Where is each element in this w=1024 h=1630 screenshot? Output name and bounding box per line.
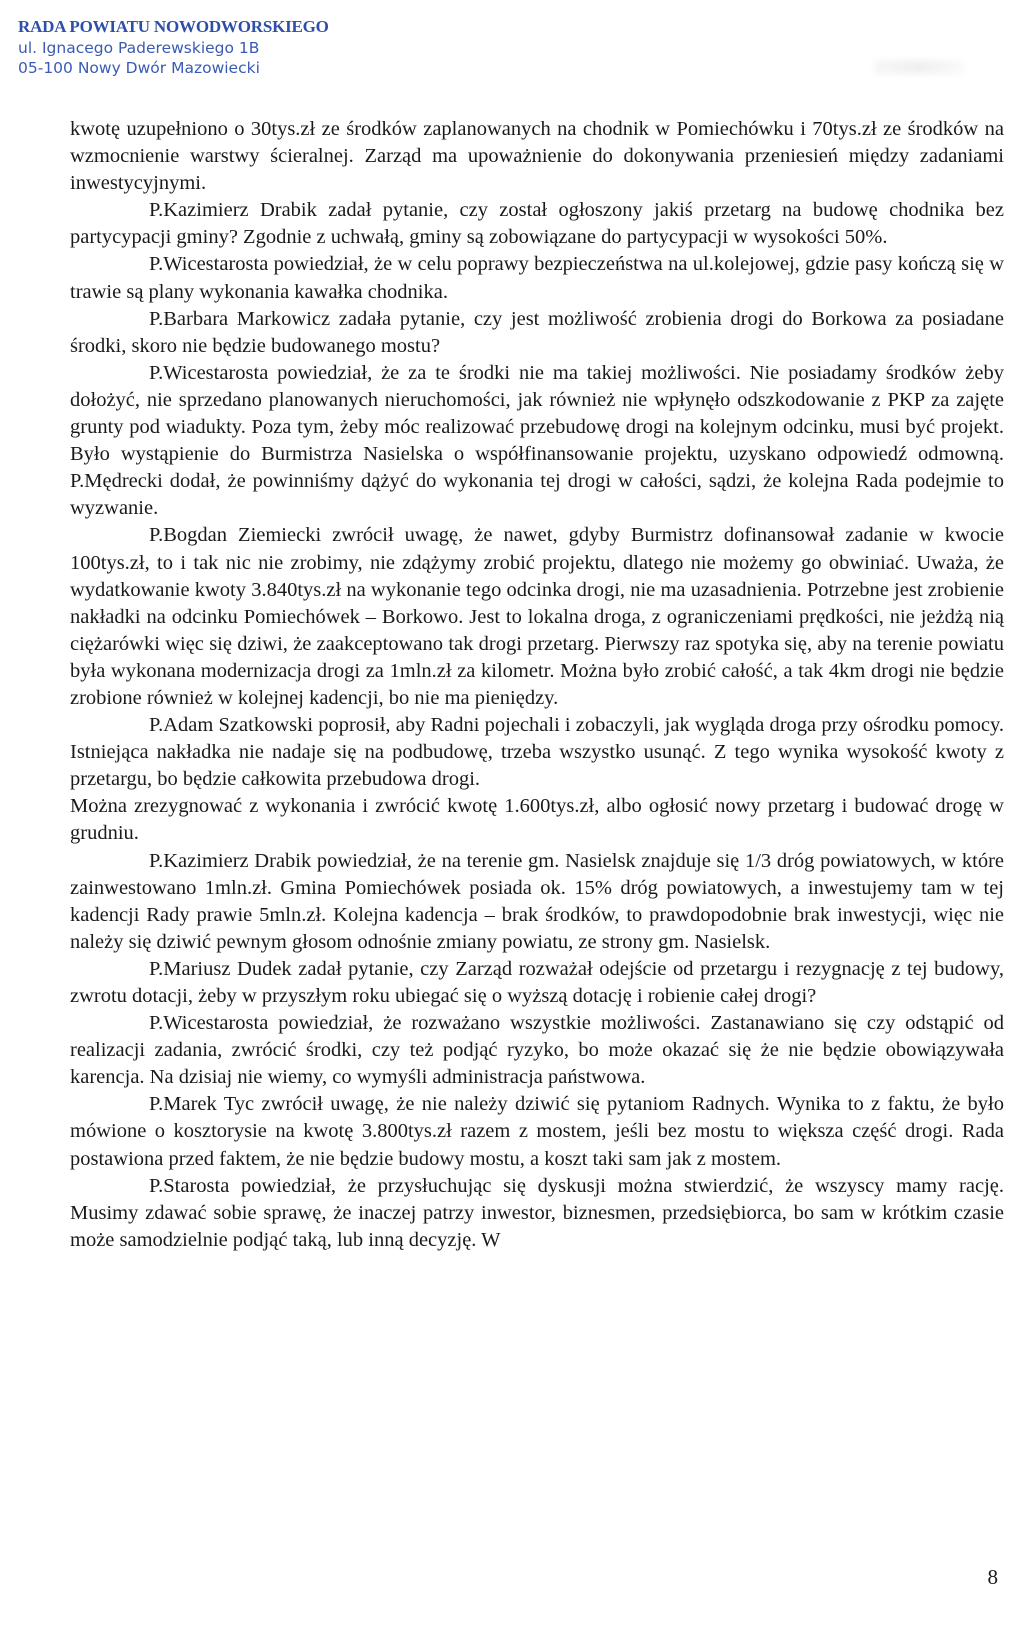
paragraph: P.Kazimierz Drabik powiedział, że na terenie gm. Nasielsk znajduje się 1/3 dróg powiatowych, w które zainwestowano 1mln.zł. Gmina Pomiechówek posiada ok. 15% dróg powiatowych, a inwestujemy tam w tej kadencji Rady prawie 5mln.zł. Kolejna kadencja – brak środków, to prawdopodobnie brak inwestycji, więc nie należy się dziwić pewnym głosom odnośnie zmiany powiatu, ze strony gm. Nasielsk. (70, 849, 1004, 953)
document-body (70, 116, 1004, 1254)
paragraph: P.Marek Tyc zwrócił uwagę, że nie należy dziwić się pytaniom Radnych. Wynika to z faktu, że było mówione o kosztorysie na kwotę 3.800tys.zł razem z mostem, jeśli bez mostu to większa część drogi. Rada postawiona przed faktem, że nie będzie budowy mostu, a koszt taki sam jak z mostem. (70, 1093, 1004, 1170)
paragraph: kwotę uzupełniono o 30tys.zł ze środków zaplanowanych na chodnik w Pomiechówku i 70tys.zł ze środków na wzmocnienie warstwy ścieralnej. Zarząd ma upoważnienie do dokonywania przeniesień między zadaniami inwestycyjnymi. (70, 118, 1004, 195)
paragraph: P.Kazimierz Drabik zadał pytanie, czy został ogłoszony jakiś przetarg na budowę chodnika bez partycypacji gminy? Zgodnie z uchwałą, gminy są zobowiązane do partycypacji w wysokości 50%. (70, 199, 1004, 249)
paragraph: P.Mariusz Dudek zadał pytanie, czy Zarząd rozważał odejście od przetargu i rezygnację z tej budowy, zwrotu dotacji, żeby w przyszłym roku ubiegać się o wyższą dotację i robienie całej drogi? (70, 957, 1004, 1007)
paragraph: Można zrezygnować z wykonania i zwrócić kwotę 1.600tys.zł, albo ogłosić nowy przetarg i budować drogę w grudniu. (70, 795, 1004, 845)
paragraph: P.Bogdan Ziemiecki zwrócił uwagę, że nawet, gdyby Burmistrz dofinansował zadanie w kwocie 100tys.zł, to i tak nic nie zrobimy, nie zdążymy zrobić projektu, dlatego nie możemy go obwiniać. Uważa, że wydatkowanie kwoty 3.840tys.zł na wykonanie tego odcinka drogi, nie ma uzasadnienia. Potrzebne jest zrobienie nakładki na odcinku Pomiechówek – Borkowo. Jest to lokalna droga, z ograniczeniami prędkości, nie jeżdżą nią ciężarówki więc się dziwi, że zaakceptowano tak drogi przetarg. Pierwszy raz spotyka się, aby na terenie powiatu była wykonana modernizacja drogi za 1mln.zł za kilometr. Można było zrobić całość, a tak 4km drogi nie będzie zrobione również w kolejnej kadencji, bo nie ma pieniędzy. (70, 524, 1004, 709)
address-line-2: 05-100 Nowy Dwór Mazowiecki (18, 58, 260, 77)
paragraph: P.Adam Szatkowski poprosił, aby Radni pojechali i zobaczyli, jak wygląda droga przy ośrodku pomocy. Istniejąca nakładka nie nadaje się na podbudowę, trzeba wszystko usunąć. Z tego wynika wysokość kwoty z przetargu, bo będzie całkowita przebudowa drogi. (70, 714, 1004, 791)
org-name: RADA POWIATU NOWODWORSKIEGO (18, 17, 329, 36)
paragraph: P.Wicestarosta powiedział, że za te środki nie ma takiej możliwości. Nie posiadamy środków żeby dołożyć, nie sprzedano planowanych nieruchomości, jak również nie wpłynęło odszkodowanie z PKP za zajęte grunty pod wiadukty. Poza tym, żeby móc realizować przebudowę drogi na kolejnym odcinku, musi być projekt. Było wystąpienie do Burmistrza Nasielska o współfinansowanie projektu, uzyskano odpowiedź odmowną. P.Mędrecki dodał, że powinniśmy dążyć do wykonania tej drogi w całości, sądzi, że kolejna Rada podejmie to wyzwanie. (70, 361, 1004, 520)
paragraph: P.Wicestarosta powiedział, że w celu poprawy bezpieczeństwa na ul.kolejowej, gdzie pasy kończą się w trawie są plany wykonania kawałka chodnika. (70, 253, 1004, 303)
header-stamp (18, 18, 329, 77)
paragraph: P.Starosta powiedział, że przysłuchując się dyskusji można stwierdzić, że wszyscy mamy rację. Musimy zdawać sobie sprawę, że inaczej patrzy inwestor, biznesmen, przedsiębiorca, bo sam w krótkim czasie może samodzielnie podjąć taką, lub inną decyzję. W (70, 1174, 1004, 1251)
paragraph: P.Wicestarosta powiedział, że rozważano wszystkie możliwości. Zastanawiano się czy odstąpić od realizacji zadania, zwrócić środki, czy też podjąć ryzyko, bo może okazać się że nie będzie obowiązywała karencja. Na dzisiaj nie wiemy, co wymyśli administracja państwowa. (70, 1012, 1004, 1089)
address-line-1: ul. Ignacego Paderewskiego 1B (18, 38, 260, 57)
page-number: 8 (987, 1565, 998, 1589)
scan-smudge (874, 60, 964, 74)
paragraph: P.Barbara Markowicz zadała pytanie, czy jest możliwość zrobienia drogi do Borkowa za posiadane środki, skoro nie będzie budowanego mostu? (70, 307, 1004, 357)
